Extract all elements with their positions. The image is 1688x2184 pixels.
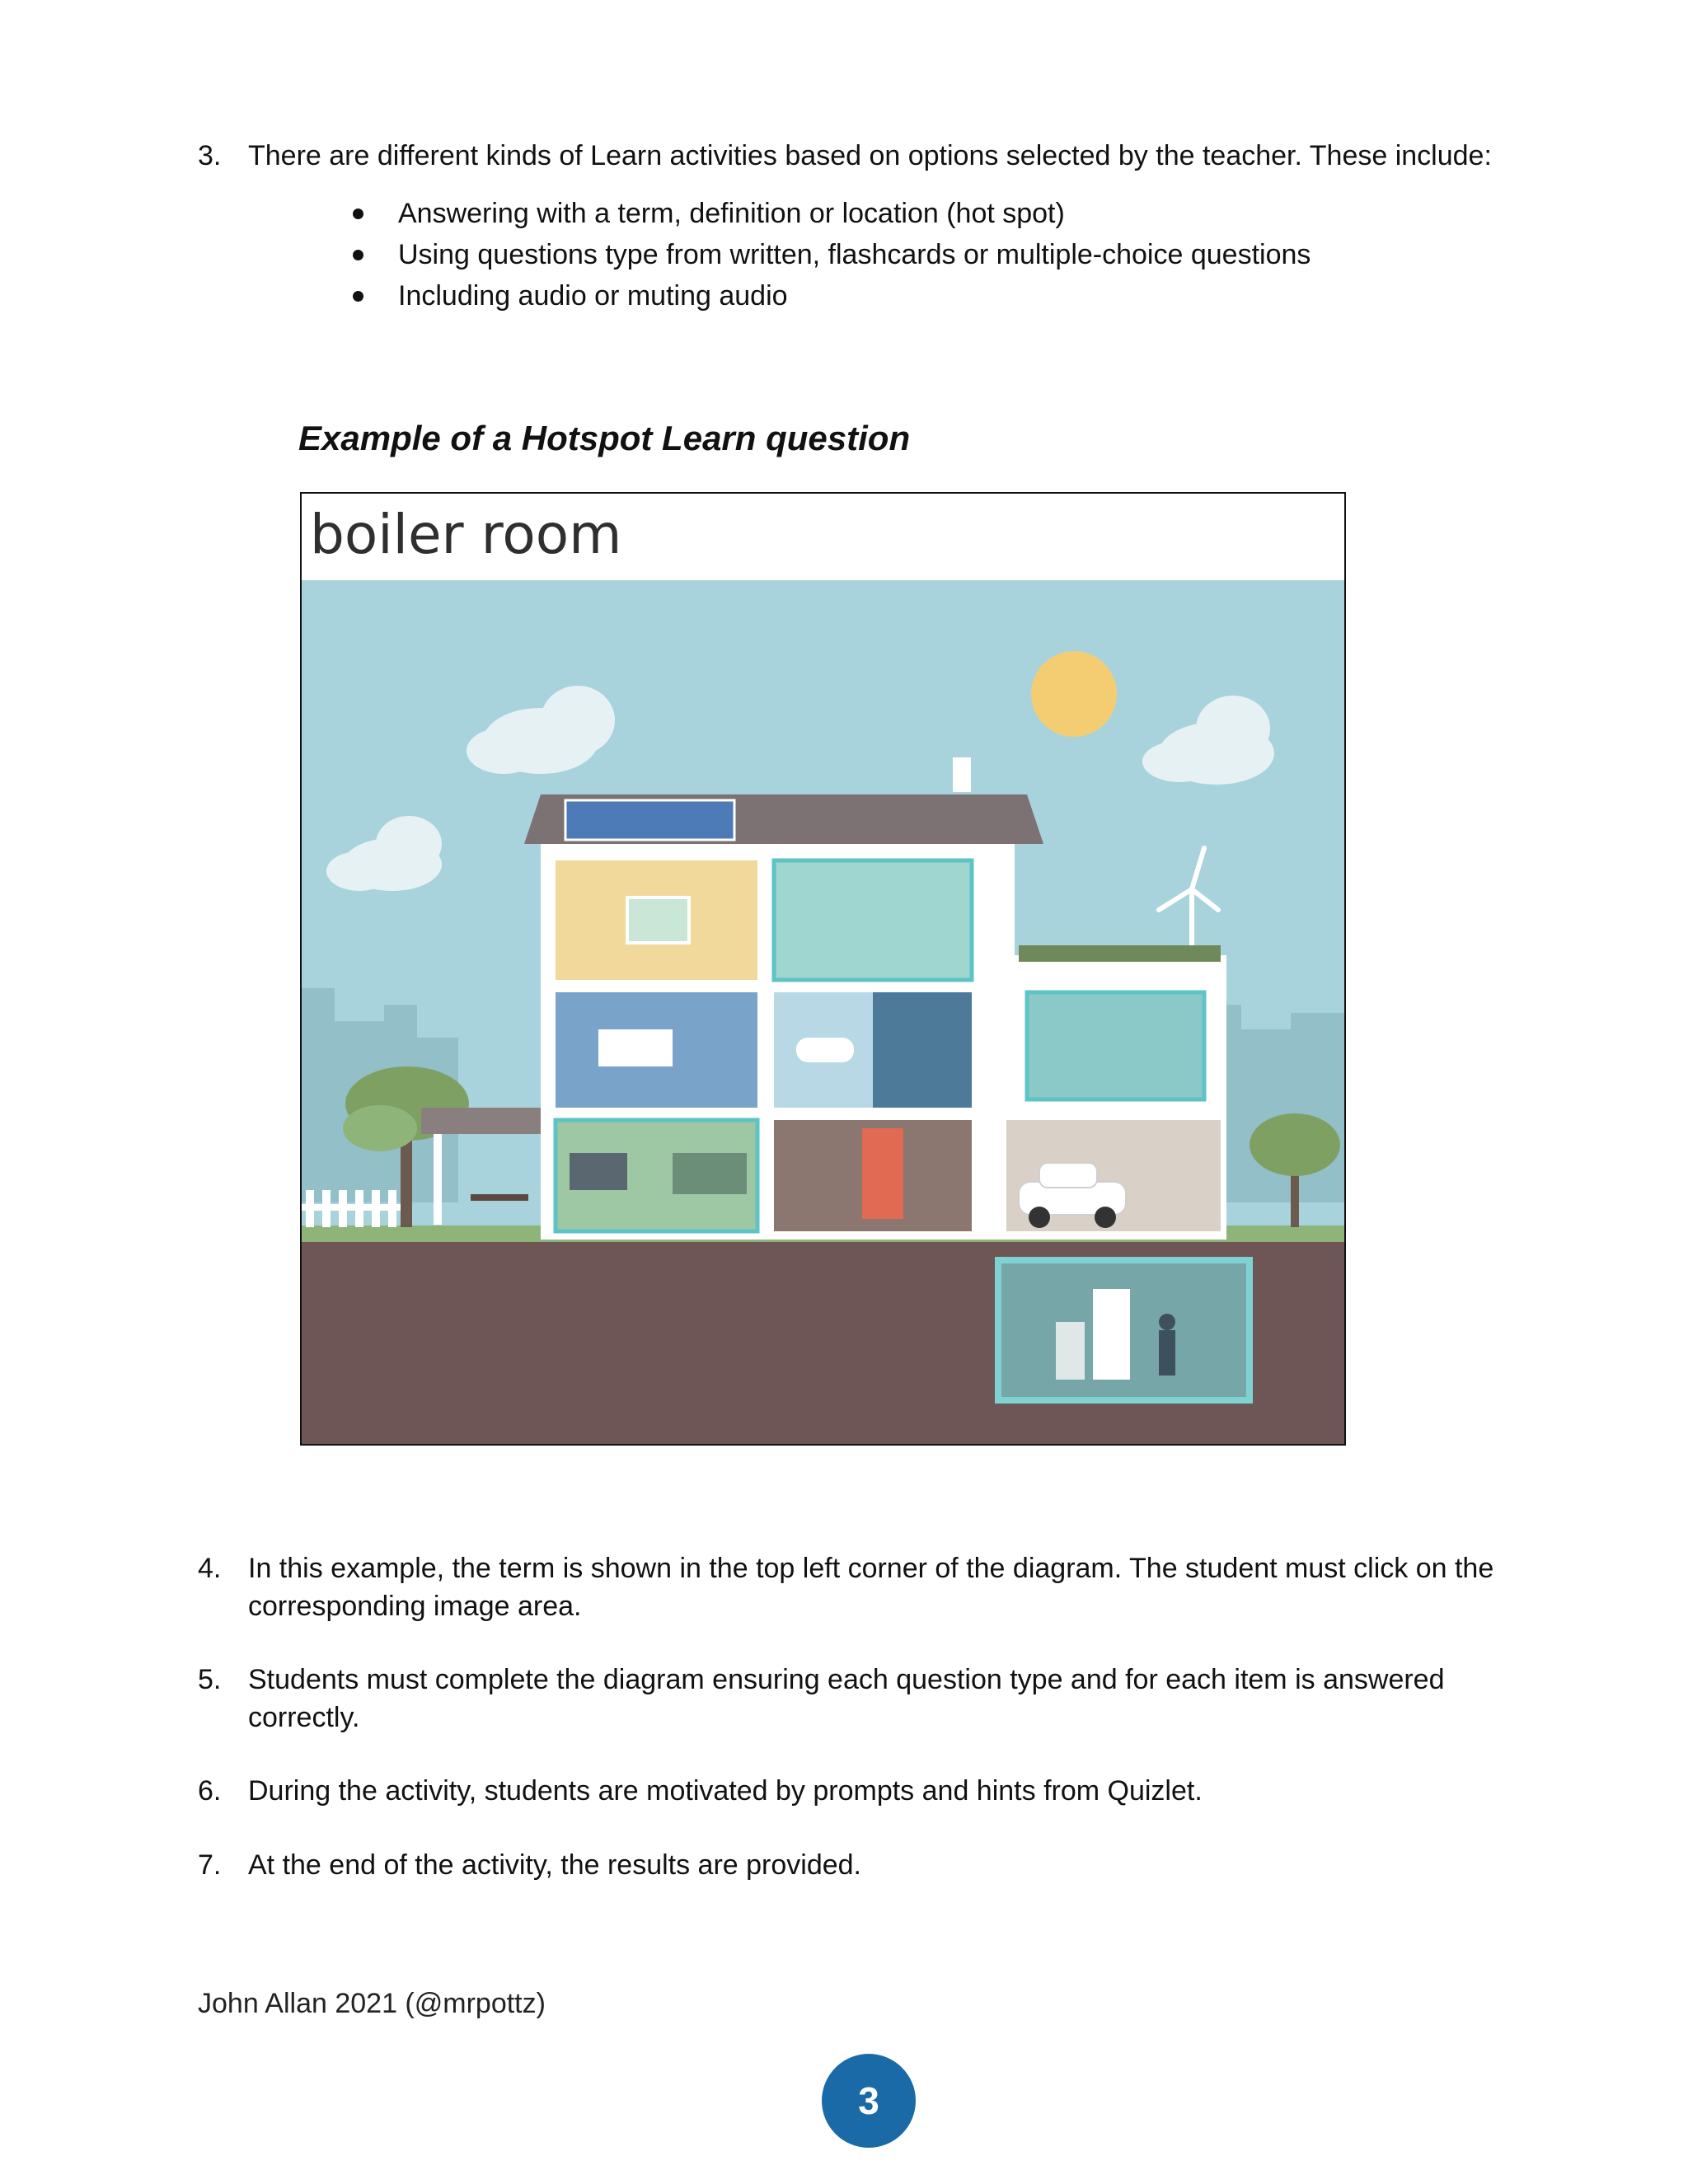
- figure-caption: Example of a Hotspot Learn question: [298, 419, 911, 457]
- roof-garden: [1019, 945, 1221, 962]
- person-icon: [1159, 1314, 1175, 1330]
- list-text: During the activity, students are motivated by prompts and hints from Quizlet.: [248, 1775, 1203, 1807]
- tv-icon: [570, 1153, 627, 1190]
- list-number: 6.: [198, 1775, 222, 1807]
- solar-panel-icon: [565, 800, 734, 840]
- bullet-icon: [353, 209, 363, 219]
- sofa: [673, 1153, 747, 1194]
- hotspot-figure: [300, 492, 1346, 1446]
- term-label: boiler room: [310, 503, 622, 566]
- sun-icon: [1031, 651, 1117, 737]
- list-text: At the end of the activity, the results are provided.: [248, 1849, 861, 1881]
- bed: [598, 1029, 673, 1066]
- boiler-unit: [1056, 1322, 1085, 1380]
- bullet-item: Using questions type from written, flashcards or multiple-choice questions: [346, 234, 1500, 275]
- boiler-icon: [1093, 1289, 1130, 1380]
- house-illustration: [302, 494, 1344, 1444]
- room-bedroom: [774, 860, 972, 980]
- bullet-icon: [353, 250, 363, 260]
- room-bathroom-sink: [873, 992, 972, 1108]
- list-text: Students must complete the diagram ensuring each question type and for each item is answered correctly.: [248, 1664, 1445, 1733]
- list-number: 7.: [198, 1849, 222, 1881]
- list-text: There are different kinds of Learn activities based on options selected by the teacher. These include:: [248, 140, 1492, 171]
- list-text: In this example, the term is shown in the top left corner of the diagram. The student must click on the corresponding image area.: [248, 1553, 1494, 1622]
- bullet-item: Including audio or muting audio: [346, 275, 1500, 316]
- bullet-item: Answering with a term, definition or location (hot spot): [346, 193, 1500, 234]
- chimney: [953, 757, 971, 792]
- room-laundry: [1027, 992, 1204, 1099]
- bathtub: [796, 1038, 854, 1062]
- bullet-list: [346, 193, 1500, 316]
- window: [627, 898, 689, 943]
- page-number-badge: 3: [822, 2054, 916, 2148]
- bullet-icon: [353, 291, 363, 302]
- list-number: 4.: [198, 1553, 222, 1584]
- footer-author: John Allan 2021 (@mrpottz): [198, 1988, 546, 2019]
- fridge: [862, 1128, 903, 1219]
- list-number: 5.: [198, 1664, 222, 1695]
- list-number: 3.: [198, 140, 222, 171]
